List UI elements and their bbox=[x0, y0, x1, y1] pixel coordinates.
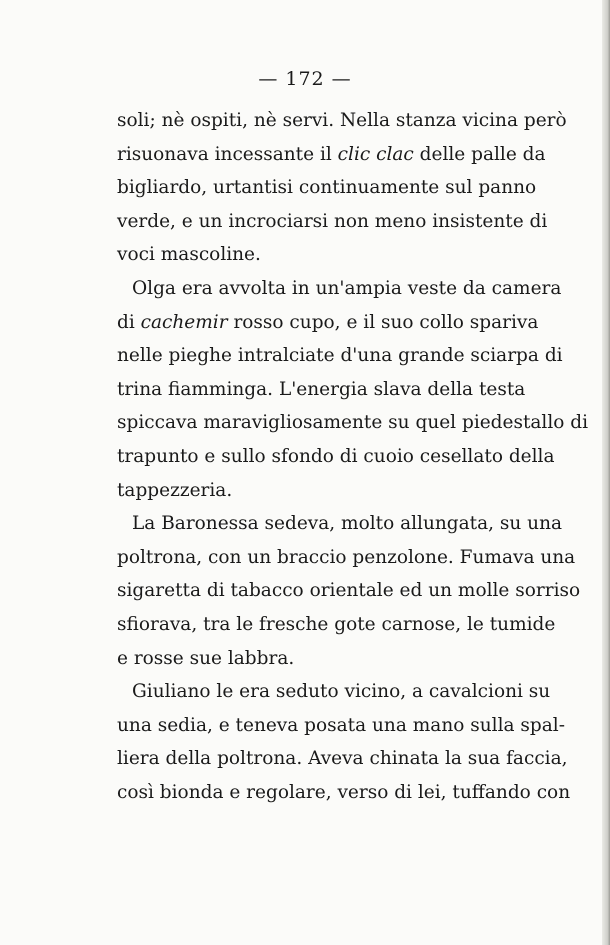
paragraph-2 bbox=[117, 272, 589, 507]
text-line: La Baronessa sedeva, molto allungata, su una bbox=[132, 513, 563, 535]
text-line: Olga era avvolta in un'ampia veste da camera bbox=[132, 277, 562, 299]
text-line: così bionda e regolare, verso di lei, tuffando con bbox=[117, 781, 571, 803]
text-line: sigaretta di tabacco orientale ed un molle sorriso bbox=[117, 580, 581, 602]
italic-term: cachemir bbox=[140, 311, 228, 333]
paragraph-4 bbox=[117, 675, 571, 809]
text-line: bigliardo, urtantisi continuamente sul panno bbox=[117, 177, 537, 199]
text-line: una sedia, e teneva posata una mano sulla spal- bbox=[117, 714, 565, 736]
text-line: e rosse sue labbra. bbox=[117, 647, 295, 669]
text-line: Giuliano le era seduto vicino, a cavalcioni su bbox=[132, 681, 551, 703]
text-line: trina fiamminga. L'energia slava della testa bbox=[117, 378, 526, 400]
text-line: spiccava maravigliosamente su quel piedestallo di bbox=[117, 412, 589, 434]
paragraph-1 bbox=[117, 104, 567, 272]
text-line: soli; nè ospiti, nè servi. Nella stanza vicina però bbox=[117, 110, 567, 131]
text-line: tappezzeria. bbox=[117, 479, 233, 501]
text-line: risuonava incessante il clic clac delle palle da bbox=[117, 143, 546, 165]
italic-term: clic clac bbox=[337, 143, 414, 165]
text-line: liera della poltrona. Aveva chinata la sua faccia, bbox=[117, 748, 568, 770]
text-line: nelle pieghe intralciate d'una grande sciarpa di bbox=[117, 345, 563, 367]
text-line: voci mascoline. bbox=[117, 244, 261, 266]
page-number: — 172 — bbox=[258, 68, 352, 90]
text-line: di cachemir rosso cupo, e il suo collo spariva bbox=[117, 311, 539, 333]
body-text bbox=[117, 104, 589, 809]
text-line: verde, e un incrociarsi non meno insistente di bbox=[117, 210, 548, 232]
page-edge-shadow bbox=[602, 0, 610, 945]
paragraph-3 bbox=[117, 507, 581, 675]
text-line: trapunto e sullo sfondo di cuoio cesellato della bbox=[117, 445, 555, 467]
text-line: poltrona, con un braccio penzolone. Fumava una bbox=[117, 546, 576, 568]
text-line: sfiorava, tra le fresche gote carnose, le tumide bbox=[117, 613, 556, 635]
